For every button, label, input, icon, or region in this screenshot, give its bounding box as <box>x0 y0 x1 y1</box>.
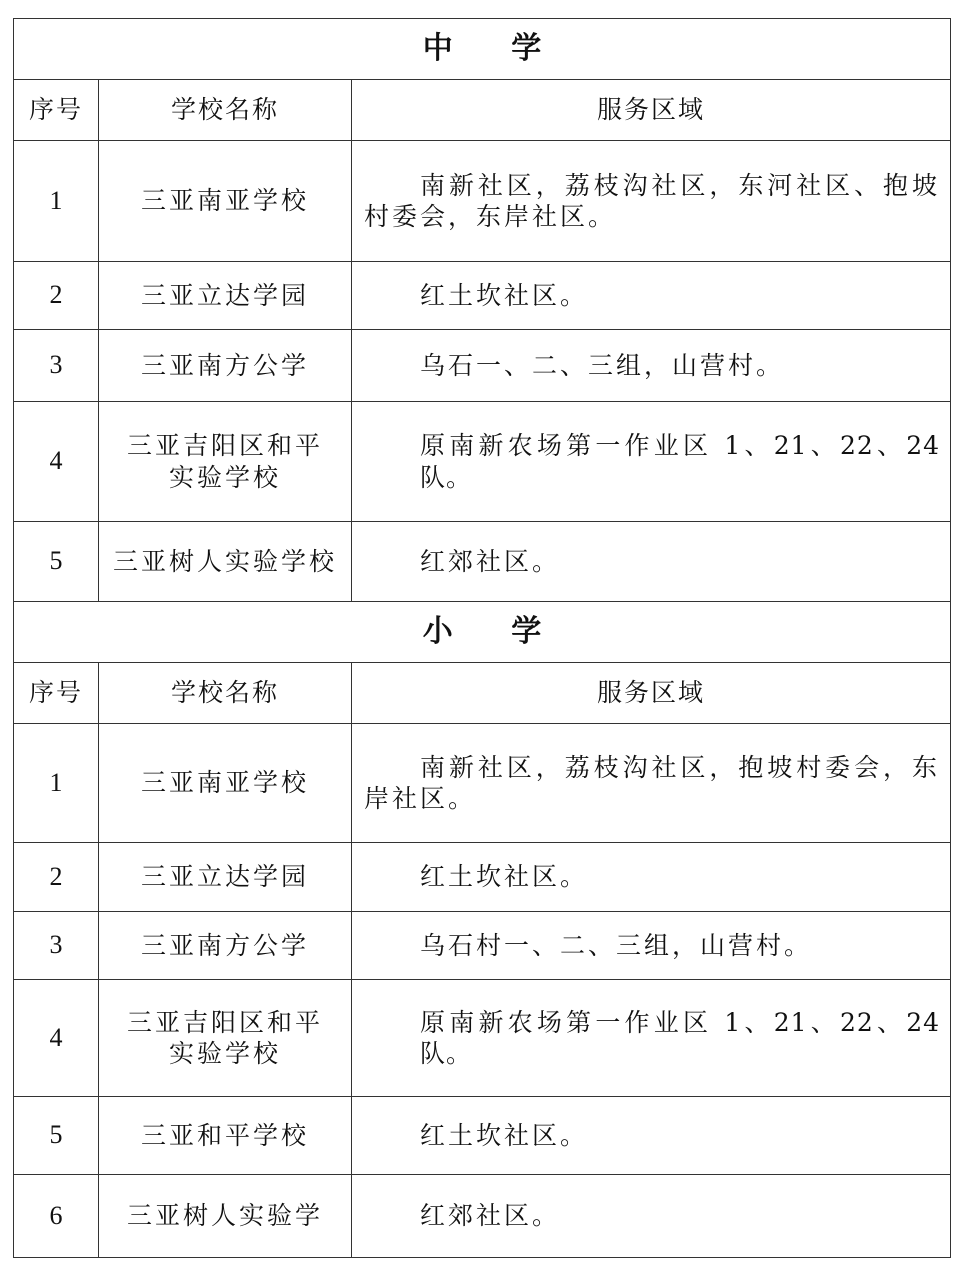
service-area: 原南新农场第一作业区 1、21、22、24 队。 <box>352 402 951 522</box>
service-area: 红土坎社区。 <box>352 262 951 330</box>
header-row <box>14 663 951 724</box>
row-number: 1 <box>14 141 99 262</box>
school-name: 三亚南方公学 <box>99 912 352 980</box>
service-area: 南新社区，荔枝沟社区，东河社区、抱坡村委会，东岸社区。 <box>352 141 951 262</box>
row-number: 5 <box>14 522 99 602</box>
section-title-row <box>14 602 951 663</box>
header-no: 序号 <box>14 80 99 141</box>
section-title-primary: 小 学 <box>14 602 951 663</box>
row-number: 3 <box>14 912 99 980</box>
school-name: 三亚立达学园 <box>99 843 352 912</box>
service-area: 乌石村一、二、三组，山营村。 <box>352 912 951 980</box>
service-area: 红土坎社区。 <box>352 1097 951 1175</box>
school-name: 三亚树人实验学 <box>99 1175 352 1258</box>
school-name: 三亚南亚学校 <box>99 724 352 843</box>
table-row <box>14 912 951 980</box>
school-name: 三亚吉阳区和平实验学校 <box>99 980 352 1097</box>
table-row <box>14 843 951 912</box>
row-number: 4 <box>14 980 99 1097</box>
table-row <box>14 980 951 1097</box>
school-name: 三亚吉阳区和平实验学校 <box>99 402 352 522</box>
service-area: 南新社区，荔枝沟社区，抱坡村委会，东岸社区。 <box>352 724 951 843</box>
table-row <box>14 402 951 522</box>
row-number: 3 <box>14 330 99 402</box>
header-no: 序号 <box>14 663 99 724</box>
header-area: 服务区域 <box>352 80 951 141</box>
row-number: 5 <box>14 1097 99 1175</box>
table-row <box>14 141 951 262</box>
school-name: 三亚南亚学校 <box>99 141 352 262</box>
row-number: 6 <box>14 1175 99 1258</box>
school-name: 三亚和平学校 <box>99 1097 352 1175</box>
header-area: 服务区域 <box>352 663 951 724</box>
service-area: 红土坎社区。 <box>352 843 951 912</box>
school-name: 三亚南方公学 <box>99 330 352 402</box>
row-number: 2 <box>14 262 99 330</box>
service-area: 红郊社区。 <box>352 1175 951 1258</box>
service-area: 红郊社区。 <box>352 522 951 602</box>
row-number: 1 <box>14 724 99 843</box>
section-title-middle: 中 学 <box>14 19 951 80</box>
table-row <box>14 1097 951 1175</box>
school-name: 三亚树人实验学校 <box>99 522 352 602</box>
row-number: 2 <box>14 843 99 912</box>
section-title-row <box>14 19 951 80</box>
table-row <box>14 330 951 402</box>
school-name: 三亚立达学园 <box>99 262 352 330</box>
header-name: 学校名称 <box>99 80 352 141</box>
header-row <box>14 80 951 141</box>
service-area: 原南新农场第一作业区 1、21、22、24 队。 <box>352 980 951 1097</box>
service-area-table <box>13 18 951 1258</box>
table-row <box>14 262 951 330</box>
header-name: 学校名称 <box>99 663 352 724</box>
table-row <box>14 724 951 843</box>
service-area: 乌石一、二、三组，山营村。 <box>352 330 951 402</box>
table-row <box>14 522 951 602</box>
table-row <box>14 1175 951 1258</box>
row-number: 4 <box>14 402 99 522</box>
